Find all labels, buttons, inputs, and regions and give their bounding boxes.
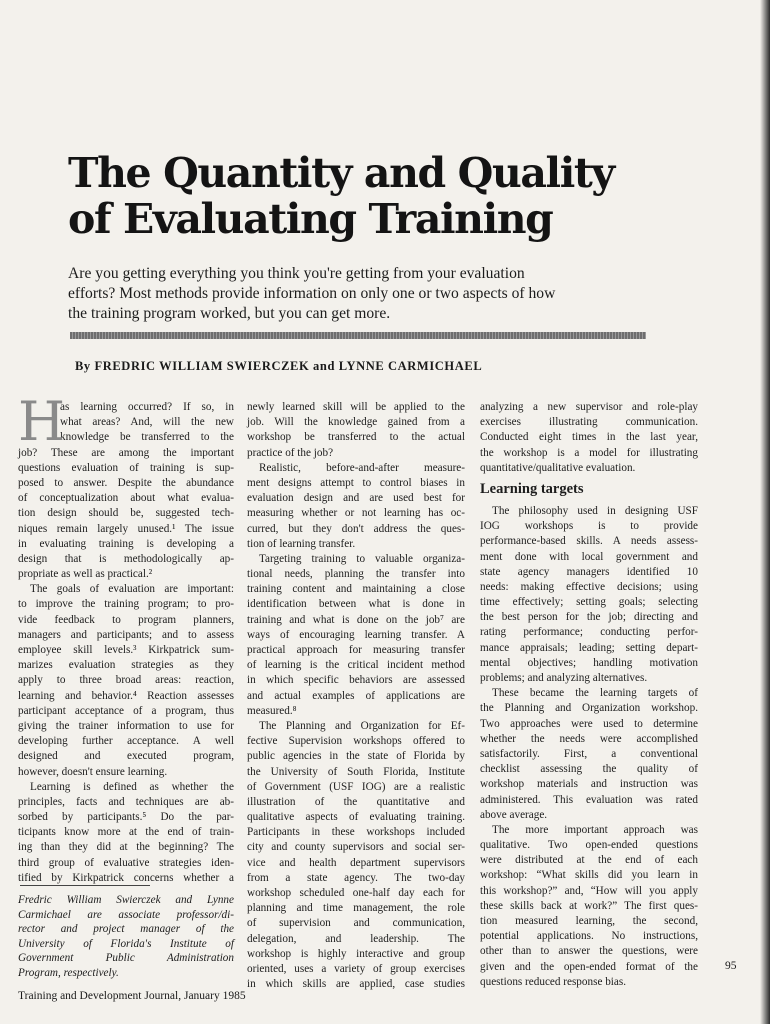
body-line: apply to three broad areas: reaction, — [18, 674, 234, 687]
body-line: ticipants know more at the end of train- — [18, 826, 234, 839]
article-title — [68, 150, 708, 242]
body-line: as learning occurred? If so, in — [60, 401, 234, 413]
article-deck — [68, 264, 668, 324]
body-line: fective Supervision workshops offered to — [247, 735, 465, 748]
body-line: illustration of the quantitative and — [247, 795, 465, 808]
body-line: measured.⁸ — [247, 704, 297, 717]
body-line: of supervision and communication, — [247, 917, 465, 930]
body-line: identification between what is done in — [247, 598, 465, 611]
body-line: The Planning and Organization for Ef- — [259, 719, 465, 732]
body-line: Participants in these workshops included — [247, 826, 465, 839]
decorative-rule — [70, 332, 646, 339]
body-line: of conceptualization about what evalua- — [18, 492, 234, 505]
body-line: exercises illustrating communication. — [480, 416, 698, 429]
body-line: vide feedback to program planners, — [18, 613, 234, 626]
body-line: problems; and analyzing alternatives. — [480, 672, 648, 684]
body-line: other than to answer the questions, were — [480, 945, 698, 958]
body-line: designed and executed program, — [18, 750, 234, 763]
body-line: the Planning and Organization workshop. — [480, 702, 698, 715]
page-edge-shadow — [760, 0, 770, 1024]
body-line: however, doesn't ensure learning. — [18, 765, 168, 778]
section-heading: Learning targets — [480, 480, 584, 497]
body-line: Realistic, before-and-after measure- — [259, 461, 465, 474]
body-line: Conducted eight times in the last year, — [480, 431, 698, 444]
body-line: of Government (USF IOG) are a realistic — [247, 780, 465, 793]
body-line: these skills back at work?” The first ques- — [480, 899, 698, 912]
body-line: oriented, uses a variety of group exercises — [247, 962, 465, 975]
body-line: public agencies in the state of Florida by — [247, 750, 465, 763]
bio-line: rector and project manager of the — [18, 923, 234, 936]
body-line: practice of the job? — [247, 446, 334, 459]
body-line: The philosophy used in designing USF — [492, 504, 698, 517]
body-line: mental objectives; handling motivation — [480, 656, 698, 669]
deck-line: the training program worked, but you can get more. — [68, 305, 391, 322]
body-line: niques remain largely unused.¹ The issue — [18, 522, 234, 535]
byline: By FREDRIC WILLIAM SWIERCZEK and LYNNE CARMICHAEL — [75, 359, 483, 373]
body-line: developing further acceptance. A well — [18, 735, 234, 748]
dropcap-letter: H — [18, 390, 66, 453]
body-line: administered. This evaluation was rated — [480, 793, 698, 806]
body-line: newly learned skill will be applied to the — [247, 401, 465, 413]
body-line: quantitative/qualitative evaluation. — [480, 461, 636, 474]
body-line: tion of learning transfer. — [247, 537, 356, 550]
body-line: given and the open-ended format of the — [480, 960, 698, 973]
column-1 — [18, 390, 234, 886]
body-line: from a state agency. The two-day — [247, 871, 465, 884]
body-line: employee skill levels.³ Kirkpatrick sum- — [18, 644, 234, 656]
body-line: sorbed by participants.⁵ Do the par- — [18, 811, 234, 824]
body-line: tion design should be, suggested tech- — [18, 507, 234, 520]
body-line: job? These are among the important — [18, 446, 234, 459]
body-line: IOG workshops is to provide — [480, 520, 698, 533]
body-line: of learning is the critical incident method — [247, 659, 465, 672]
body-line: These became the learning targets of — [492, 687, 698, 700]
body-line: vice and health department supervisors — [247, 856, 465, 869]
body-line: qualitative aspects of evaluating training. — [247, 811, 465, 824]
body-line: delegation, and leadership. The — [247, 932, 465, 945]
body-line: to improve the training program; to pro- — [18, 598, 234, 611]
bio-line: Government Public Administration — [18, 952, 234, 965]
deck-line: Are you getting everything you think you're getting from your evaluation — [68, 265, 525, 282]
body-line: practical approach for measuring transfer — [247, 644, 465, 656]
deck-line: efforts? Most methods provide information on only one or two aspects of how — [68, 285, 556, 302]
body-line: whether the needs were accomplished — [480, 732, 698, 745]
body-line: city and county supervisors and social ser- — [247, 841, 465, 854]
body-line: knowledge be transferred to the — [60, 431, 234, 444]
bio-line: University of Florida's Institute of — [18, 937, 234, 950]
body-line: The more important approach was — [492, 823, 698, 836]
body-line: giving the trainer information to use for — [18, 719, 234, 732]
body-line: planning and time management, the role — [247, 902, 465, 915]
bio-line: Carmichael are associate professor/di- — [18, 908, 234, 921]
body-line: were distributed at the end of each — [480, 854, 698, 867]
body-line: ing than they did at the beginning? The — [18, 841, 234, 854]
body-line: analyzing a new supervisor and role-play — [480, 401, 698, 413]
body-line: time effectively; setting goals; selecting — [480, 596, 698, 609]
body-line: needs: making effective decisions; using — [480, 580, 698, 593]
bio-line: Program, respectively. — [18, 966, 119, 979]
page-number: 95 — [725, 960, 737, 972]
author-bio — [18, 893, 234, 981]
body-line: training and what is done on the job⁷ are — [247, 613, 465, 626]
body-line: satisfactorily. First, a conventional — [480, 747, 698, 760]
body-line: marizes evaluation strategies as they — [18, 659, 234, 672]
body-line: Targeting training to valuable organiza- — [259, 552, 465, 565]
body-line: evaluation design and are used best for — [247, 492, 465, 505]
body-line: ways of encouraging learning transfer. A — [247, 628, 465, 641]
body-line: The goals of evaluation are important: — [30, 583, 234, 596]
body-line: ment designs attempt to control biases in — [247, 476, 465, 489]
body-line: checklist assessing the quality of — [480, 763, 698, 776]
body-line: training content and maintaining a close — [247, 583, 465, 596]
body-line: Two approaches were used to determine — [480, 717, 698, 730]
body-line: learning and behavior.⁴ Reaction assesses — [18, 689, 234, 702]
body-line: participant acceptance of a program, thus — [18, 704, 234, 717]
body-line: managers and participants; and to assess — [18, 628, 234, 641]
body-line: potential applications. No instructions, — [480, 930, 698, 943]
body-line: the workshop is a model for illustrating — [480, 446, 698, 459]
body-line: workshop be transferred to the actual — [247, 431, 465, 444]
body-line: performance-based skills. A needs assess- — [480, 535, 698, 548]
body-line: questions evaluation of training is sup- — [18, 461, 234, 474]
body-line: curred, but they don't address the ques- — [247, 522, 465, 535]
body-line: measuring whether or not learning has oc- — [247, 507, 465, 520]
body-line: workshop is highly interactive and group — [247, 947, 465, 960]
body-line: questions reduced response bias. — [480, 975, 627, 988]
body-line: workshop materials and instruction was — [480, 778, 698, 791]
body-line: mance appraisals; leading; setting depart- — [480, 641, 698, 654]
body-line: design that is methodologically ap- — [18, 552, 234, 565]
bio-divider — [20, 885, 150, 886]
body-line: tion measured learning, the second, — [480, 915, 698, 927]
body-line: tional needs, planning the transfer into — [247, 568, 465, 581]
body-line: rating performance; conducting perfor- — [480, 626, 698, 639]
bio-line: Fredric William Swierczek and Lynne — [18, 894, 234, 906]
body-line: in which skills are applied, case studies — [247, 978, 465, 991]
body-line: in evaluating training is developing a — [18, 537, 234, 550]
body-line: posed to answer. Despite the abundance — [18, 476, 234, 489]
body-line: tified by Kirkpatrick concerns whether a — [18, 871, 234, 884]
body-line: Learning is defined as whether the — [30, 780, 234, 793]
body-line: the University of South Florida, Institute — [247, 765, 465, 778]
body-line: workshop scheduled one-half day each for — [247, 887, 465, 899]
title-line-1: The Quantity and Quality — [68, 149, 614, 197]
body-line: workshop: “What skills did you learn in — [480, 869, 698, 882]
journal-footer: Training and Development Journal, January 1985 — [18, 990, 246, 1002]
body-line: what areas? And, will the new — [60, 416, 234, 429]
body-line: job. Will the knowledge gained from a — [247, 416, 465, 429]
body-line: qualitative. Two open-ended questions — [480, 839, 698, 852]
column-3 — [480, 400, 698, 990]
body-line: principles, facts and techniques are ab- — [18, 795, 234, 808]
body-line: this workshop?” and, “How will you apply — [480, 884, 698, 897]
body-line: state agency managers identified 10 — [480, 565, 698, 578]
body-line: in which specific behaviors are assessed — [247, 674, 465, 687]
column-2 — [247, 400, 465, 992]
body-line: and actual examples of applications are — [247, 689, 465, 702]
body-line: above average. — [480, 808, 548, 821]
title-line-2: of Evaluating Training — [68, 195, 553, 243]
body-line: the best person for the job; directing and — [480, 611, 698, 624]
body-line: propriate as well as practical.² — [18, 568, 153, 581]
body-line: third group of evaluative strategies iden- — [18, 856, 234, 869]
body-line: ment done with local government and — [480, 550, 698, 563]
